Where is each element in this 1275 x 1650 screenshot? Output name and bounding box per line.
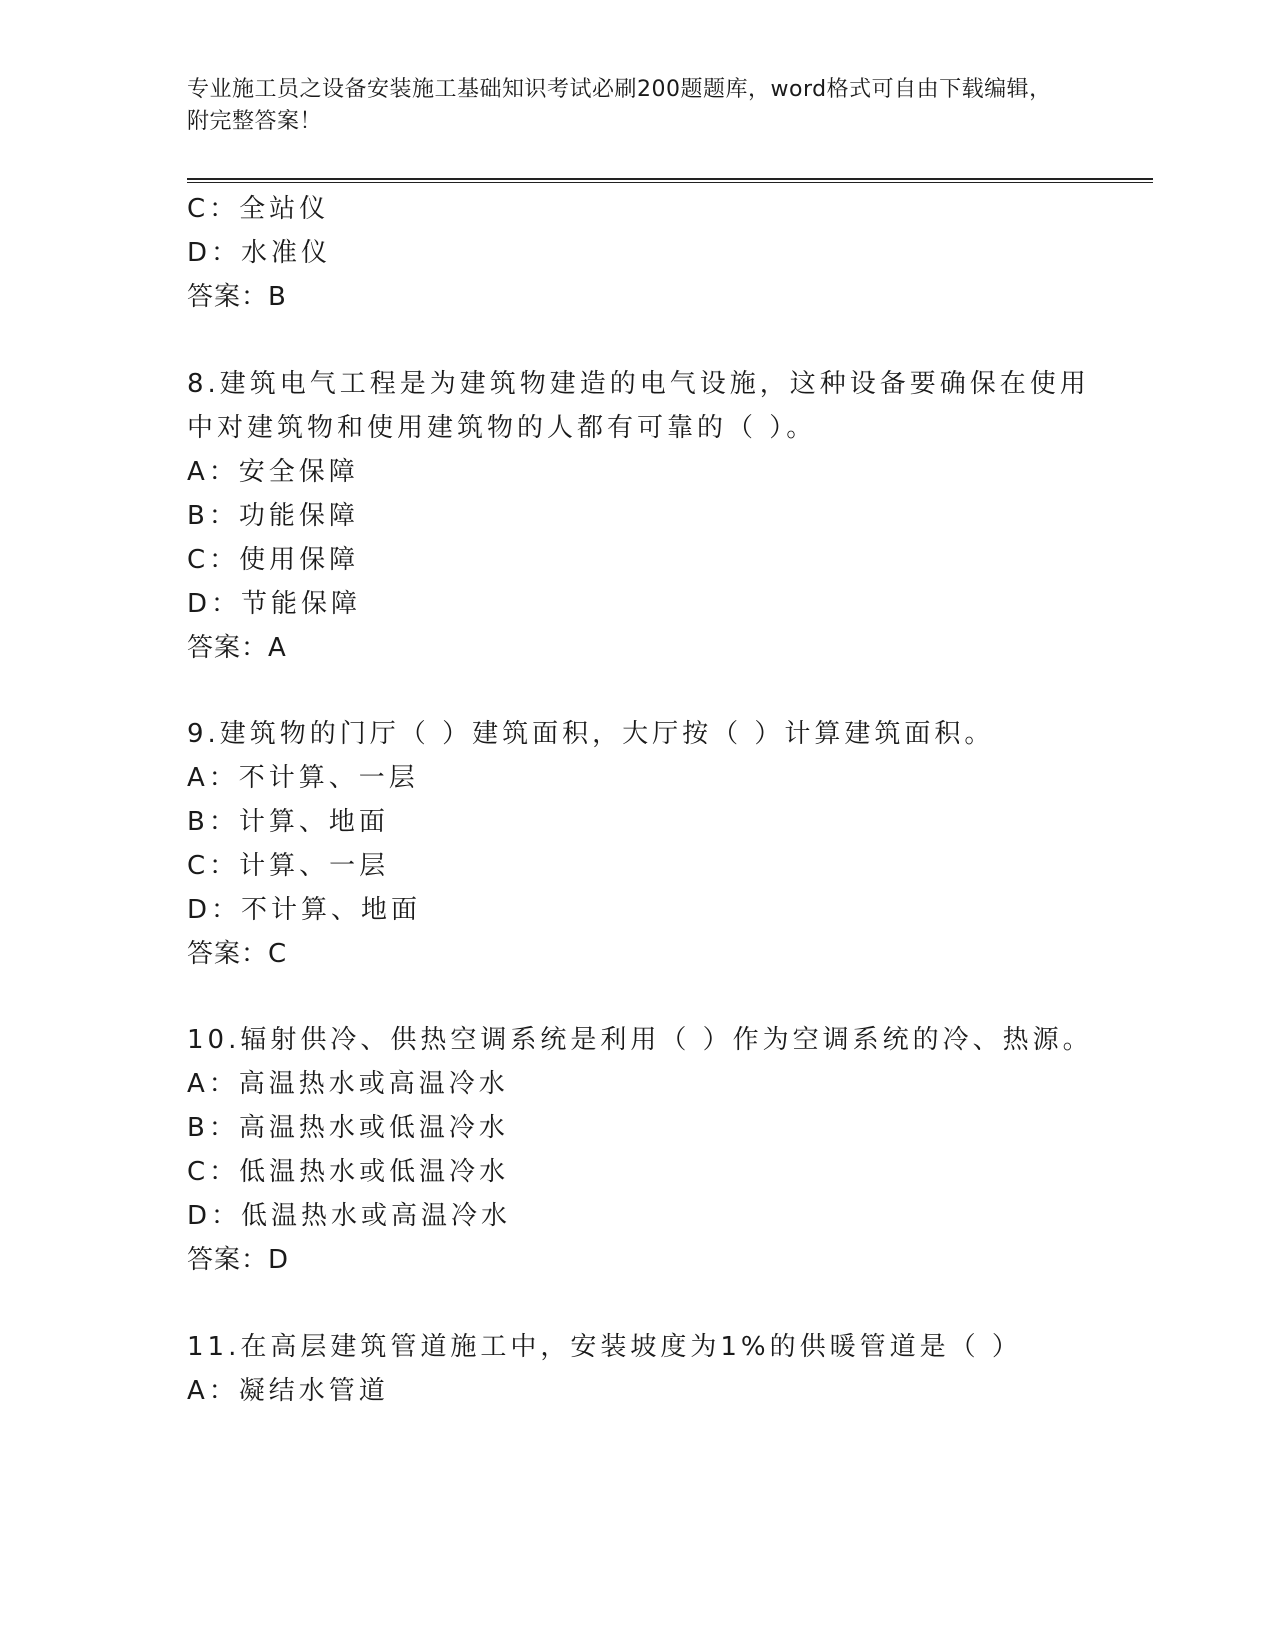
option-line: A：凝结水管道 xyxy=(187,1376,389,1406)
option-line: B：功能保障 xyxy=(187,501,359,531)
answer-line: 答案：A xyxy=(187,633,287,663)
option-line: A：不计算、一层 xyxy=(187,763,419,793)
header-divider xyxy=(187,178,1153,183)
option-line: C：低温热水或低温冷水 xyxy=(187,1157,510,1187)
answer-line: 答案：B xyxy=(187,282,287,312)
question-text: 8.建筑电气工程是为建筑物建造的电气设施，这种设备要确保在使用 xyxy=(187,369,1090,399)
question-text: 中对建筑物和使用建筑物的人都有可靠的（ ）。 xyxy=(187,413,817,443)
option-line: D：低温热水或高温冷水 xyxy=(187,1201,512,1231)
question-text: 9.建筑物的门厅（ ）建筑面积，大厅按（ ）计算建筑面积。 xyxy=(187,719,995,749)
option-line: D：水准仪 xyxy=(187,238,332,268)
question-text: 11.在高层建筑管道施工中，安装坡度为1%的供暖管道是（ ） xyxy=(187,1332,1022,1362)
option-line: C：使用保障 xyxy=(187,545,360,575)
document-header-title: 专业施工员之设备安装施工基础知识考试必刷200题题库，word格式可自由下载编辑，附完整答案！ xyxy=(187,77,1052,134)
option-line: D：不计算、地面 xyxy=(187,895,422,925)
option-line: B：计算、地面 xyxy=(187,807,389,837)
option-line: A：高温热水或高温冷水 xyxy=(187,1069,509,1099)
question-text: 10.辐射供冷、供热空调系统是利用（ ）作为空调系统的冷、热源。 xyxy=(187,1025,1093,1055)
answer-line: 答案：C xyxy=(187,939,288,969)
option-line: C：全站仪 xyxy=(187,194,330,224)
option-line: B：高温热水或低温冷水 xyxy=(187,1113,509,1143)
answer-line: 答案：D xyxy=(187,1245,290,1275)
option-line: A：安全保障 xyxy=(187,457,359,487)
option-line: C：计算、一层 xyxy=(187,851,390,881)
option-line: D：节能保障 xyxy=(187,589,362,619)
